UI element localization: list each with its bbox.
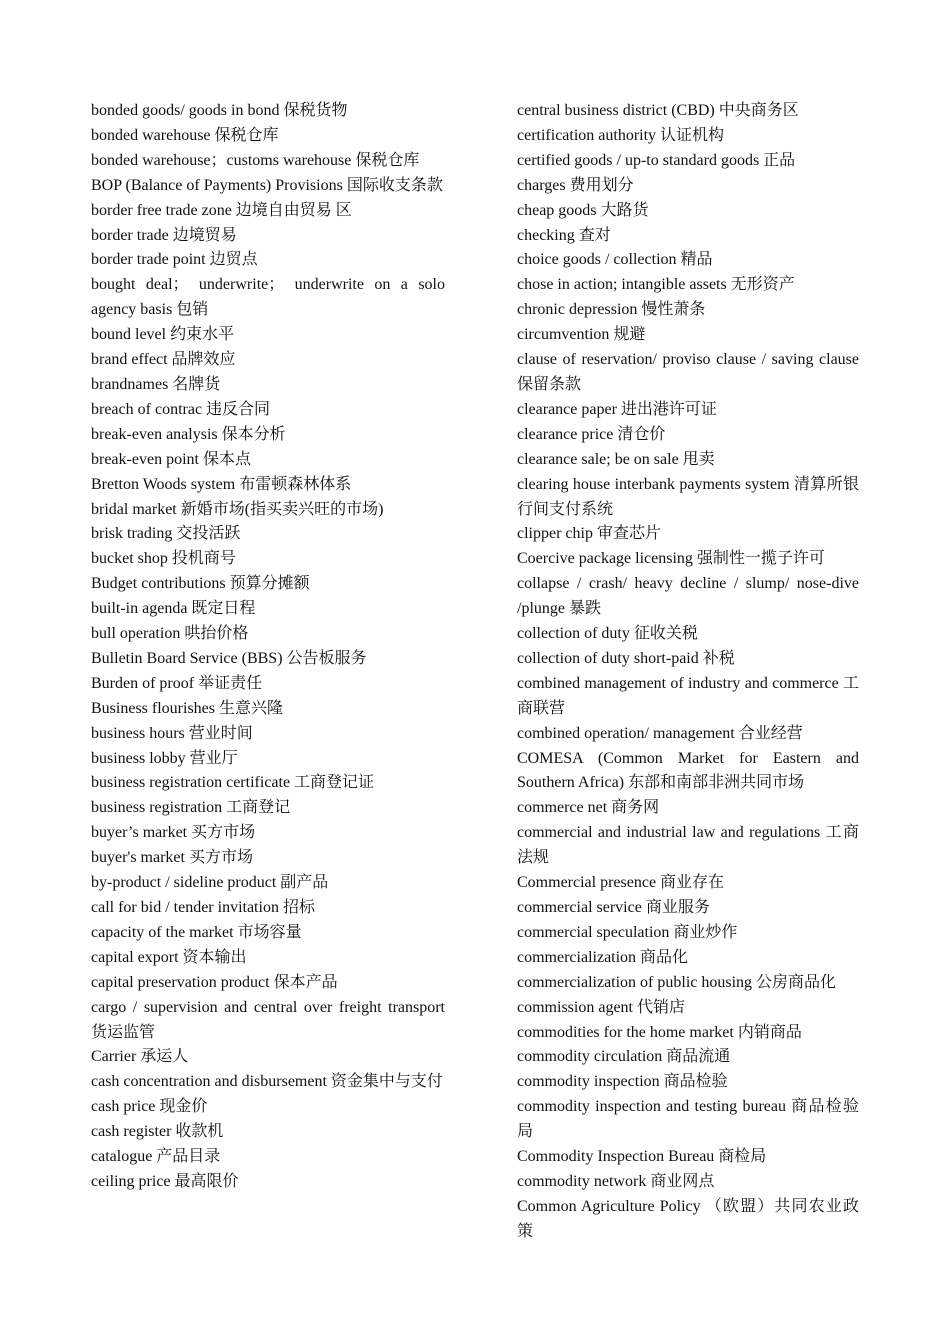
glossary-entry: Carrier 承运人 xyxy=(91,1048,189,1066)
glossary-entry: collection of duty 征收关税 xyxy=(517,625,698,643)
glossary-entry: by-product / sideline product 副产品 xyxy=(91,874,329,892)
glossary-entry: cheap goods 大路货 xyxy=(517,201,649,219)
glossary-entry: cash register 收款机 xyxy=(91,1123,224,1141)
glossary-entry: certified goods / up-to standard goods 正品 xyxy=(517,151,796,169)
glossary-entry: buyer's market 买方市场 xyxy=(91,849,253,867)
glossary-entry: business registration 工商登记 xyxy=(91,799,291,817)
glossary-entry: business lobby 营业厅 xyxy=(91,749,238,767)
glossary-entry: combined operation/ management 合业经营 xyxy=(517,724,803,742)
glossary-entry: Commercial presence 商业存在 xyxy=(517,874,725,892)
glossary-entry: clearing house interbank payments system 清算所银行间支付系统 xyxy=(517,475,859,518)
glossary-entry: chronic depression 慢性萧条 xyxy=(517,301,706,319)
glossary-entry: commodity inspection and testing bureau 商品检验局 xyxy=(517,1098,859,1141)
glossary-entry: clause of reservation/ proviso clause / saving clause 保留条款 xyxy=(517,351,859,393)
glossary-entry: brisk trading 交投活跃 xyxy=(91,525,241,543)
glossary-entry: Budget contributions 预算分摊额 xyxy=(91,575,310,593)
glossary-entry: Bulletin Board Service (BBS) 公告板服务 xyxy=(91,649,367,667)
glossary-entry: business hours 营业时间 xyxy=(91,724,253,742)
glossary-entry: clearance paper 进出港许可证 xyxy=(517,400,717,418)
glossary-entry: certification authority 认证机构 xyxy=(517,126,725,144)
glossary-entry: ceiling price 最高限价 xyxy=(91,1172,239,1190)
glossary-entry: border free trade zone 边境自由贸易 区 xyxy=(91,201,352,219)
glossary-entry: break-even analysis 保本分析 xyxy=(91,425,286,443)
glossary-entry: capital preservation product 保本产品 xyxy=(91,973,338,991)
glossary-entry: BOP (Balance of Payments) Provisions 国际收支条款 xyxy=(91,176,443,194)
glossary-entry: Coercive package licensing 强制性一揽子许可 xyxy=(517,550,825,568)
glossary-entry: commercialization 商品化 xyxy=(517,948,689,966)
glossary-entry: commodities for the home market 内销商品 xyxy=(517,1023,802,1041)
glossary-entry: business registration certificate 工商登记证 xyxy=(91,774,375,792)
glossary-entry: combined management of industry and commerce 工商联营 xyxy=(517,674,859,717)
glossary-entry: clipper chip 审查芯片 xyxy=(517,525,661,543)
glossary-entry: charges 费用划分 xyxy=(517,176,634,194)
glossary-entry: circumvention 规避 xyxy=(517,326,646,344)
glossary-entry: commercialization of public housing 公房商品化 xyxy=(517,973,837,991)
glossary-entry: chose in action; intangible assets 无形资产 xyxy=(517,276,795,294)
glossary-entry: brandnames 名牌货 xyxy=(91,375,221,393)
glossary-entry: Commodity Inspection Bureau 商检局 xyxy=(517,1148,767,1166)
glossary-entry: bonded warehouse；customs warehouse 保税仓库 xyxy=(91,151,420,169)
glossary-entry: commercial and industrial law and regulations 工商法规 xyxy=(517,824,859,867)
glossary-entry: border trade 边境贸易 xyxy=(91,226,237,244)
glossary-entry: border trade point 边贸点 xyxy=(91,251,258,269)
glossary-entry: bonded goods/ goods in bond 保税货物 xyxy=(91,102,348,119)
glossary-entry: checking 查对 xyxy=(517,226,611,244)
glossary-entry: bought deal； underwrite； underwrite on a solo agency basis 包销 xyxy=(91,276,445,319)
glossary-entry: central business district (CBD) 中央商务区 xyxy=(517,102,799,119)
glossary-entry: choice goods / collection 精品 xyxy=(517,251,713,269)
glossary-entry: commodity network 商业网点 xyxy=(517,1172,715,1190)
glossary-entry: bound level 约束水平 xyxy=(91,326,235,344)
glossary-entry: commodity inspection 商品检验 xyxy=(517,1073,728,1091)
glossary-entry: bucket shop 投机商号 xyxy=(91,550,236,568)
glossary-entry: commodity circulation 商品流通 xyxy=(517,1048,731,1066)
glossary-entry: capital export 资本输出 xyxy=(91,948,247,966)
glossary-entry: buyer’s market 买方市场 xyxy=(91,824,256,842)
glossary-entry: call for bid / tender invitation 招标 xyxy=(91,899,315,916)
glossary-entry: clearance sale; be on sale 甩卖 xyxy=(517,450,715,468)
glossary-entry: bonded warehouse 保税仓库 xyxy=(91,126,279,144)
glossary-entry: cash concentration and disbursement 资金集中与支付 xyxy=(91,1073,443,1091)
glossary-entry: capacity of the market 市场容量 xyxy=(91,923,302,941)
glossary-entry: catalogue 产品目录 xyxy=(91,1148,221,1166)
glossary-entry: breach of contrac 违反合同 xyxy=(91,400,271,418)
glossary-entry: bridal market 新婚市场(指买卖兴旺的市场) xyxy=(91,500,384,518)
glossary-entry: cash price 现金价 xyxy=(91,1098,208,1116)
glossary-entry: built-in agenda 既定日程 xyxy=(91,600,256,618)
glossary-entry: commercial speculation 商业炒作 xyxy=(517,923,738,941)
glossary-entry: commercial service 商业服务 xyxy=(517,899,710,916)
glossary-entry: break-even point 保本点 xyxy=(91,450,251,468)
glossary-entry: Common Agriculture Policy （欧盟）共同农业政策 xyxy=(517,1197,859,1240)
glossary-entry: cargo / supervision and central over freight transport 货运监管 xyxy=(91,998,445,1041)
glossary-entry: COMESA (Common Market for Eastern and Southern Africa) 东部和南部非洲共同市场 xyxy=(517,749,859,792)
glossary-entry: commission agent 代销店 xyxy=(517,998,685,1016)
glossary-entry: clearance price 清仓价 xyxy=(517,425,666,443)
left-column xyxy=(91,99,445,1195)
glossary-entry: Business flourishes 生意兴隆 xyxy=(91,699,284,717)
glossary-entry: Bretton Woods system 布雷顿森林体系 xyxy=(91,475,352,493)
glossary-entry: commerce net 商务网 xyxy=(517,799,660,817)
glossary-entry: collapse / crash/ heavy decline / slump/ nose-dive /plunge 暴跌 xyxy=(517,575,859,618)
right-column xyxy=(517,99,859,1245)
glossary-entry: collection of duty short-paid 补税 xyxy=(517,649,735,667)
glossary-entry: Burden of proof 举证责任 xyxy=(91,674,263,692)
glossary-entry: brand effect 品牌效应 xyxy=(91,351,236,369)
glossary-entry: bull operation 哄抬价格 xyxy=(91,625,249,643)
